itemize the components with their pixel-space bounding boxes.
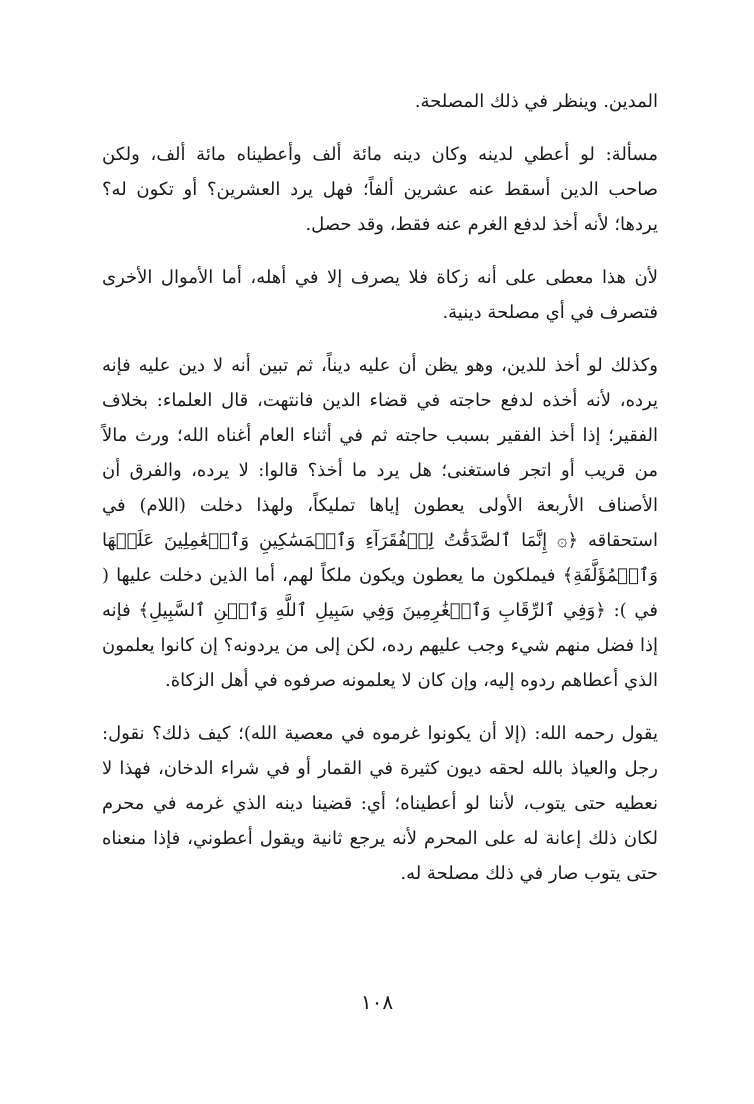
page-body xyxy=(102,84,658,909)
page-number: ١٠٨ xyxy=(360,990,394,1014)
paragraph-issue: مسألة: لو أعطي لدينه وكان دينه مائة ألف وأعطيناه مائة ألف، ولكن صاحب الدين أسقط عنه عشرين ألفاً؛ فهل يرد العشرين؟ أو تكون له؟ يردها؛ لأنه أخذ لدفع الغرم عنه فقط، وقد حصل. xyxy=(102,144,658,235)
paragraph-sin-debt: يقول رحمه الله: (إلا أن يكونوا غرموه في معصية الله)؛ كيف ذلك؟ نقول: رجل والعياذ بالله لحقه ديون كثيرة في القمار أو في شراء الدخان، فهذا لا نعطيه حتى يتوب، لأننا لو أعطيناه؛ أي: قضينا دينه الذي غرمه في محرم لكان ذلك إعانة له على المحرم لأنه يرجع ثانية ويقول أعطوني، فإذا منعناه حتى يتوب صار في ذلك مصلحة له. xyxy=(102,723,658,884)
paragraph-debt-return: وكذلك لو أخذ للدين، وهو يظن أن عليه ديناً، ثم تبين أنه لا دين عليه فإنه يرده، لأنه أخذه لدفع حاجته في قضاء الدين فانتهت، قال العلماء: بخلاف الفقير؛ إذا أخذ الفقير بسبب حاجته ثم في أثناء العام أغناه الله؛ ورث مالاً من قريب أو اتجر فاستغنى؛ هل يرد ما أخذ؟ قالوا: لا يرده، والفرق أن الأصناف الأربعة الأولى يعطون إياها تمليكاً، ولهذا دخلت (اللام) في استحقاقه ﴿۞ إِنَّمَا ٱلصَّدَقَٰتُ لِلۡفُقَرَآءِ وَٱلۡمَسَٰكِينِ وَٱلۡعَٰمِلِينَ عَلَيۡهَا وَٱلۡمُؤَلَّفَةِ﴾ فيملكون ما يعطون ويكون ملكاً لهم، أما الذين دخلت عليها ( في ): ﴿وَفِي ٱلرِّقَابِ وَٱلۡغَٰرِمِينَ وَفِي سَبِيلِ ٱللَّهِ وَٱبۡنِ ٱلسَّبِيلِ﴾ فإنه إذا فضل منهم شيء وجب عليهم رده، لكن إلى من يردونه؟ إن كانوا يعلمون الذي أعطاهم ردوه إليه، وإن كان لا يعلمونه صرفوه في أهل الزكاة. xyxy=(102,355,658,691)
paragraph-zakat-purpose: لأن هذا معطى على أنه زكاة فلا يصرف إلا في أهله، أما الأموال الأخرى فتصرف في أي مصلحة دينية. xyxy=(102,267,658,323)
paragraph-continuation: المدين. وينظر في ذلك المصلحة. xyxy=(414,91,658,112)
